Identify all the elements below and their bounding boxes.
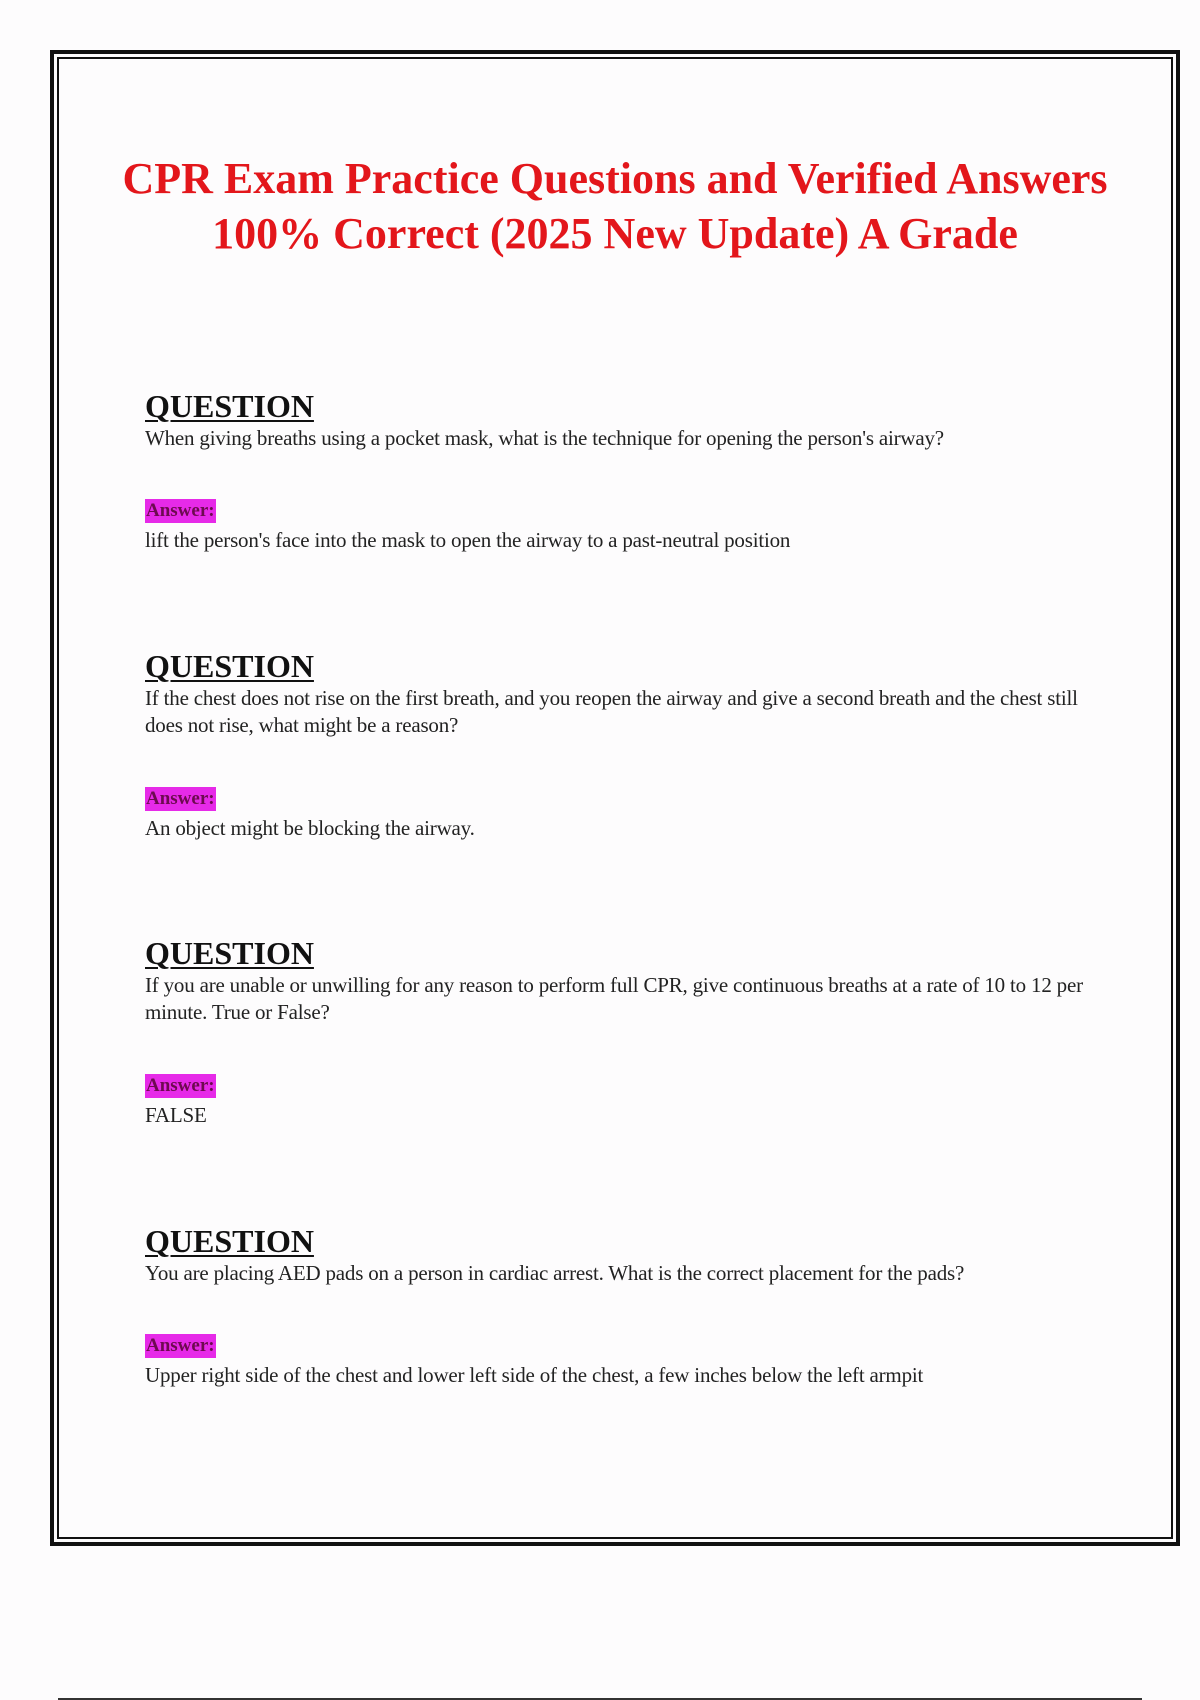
question-text: You are placing AED pads on a person in cardiac arrest. What is the correct placement for the pads? [145, 1261, 965, 1285]
answer-section [145, 1334, 1091, 1389]
answer-label: Answer: [146, 1335, 215, 1356]
qa-item [145, 388, 1091, 552]
answer-section [145, 1074, 1091, 1129]
answer-text: Upper right side of the chest and lower left side of the chest, a few inches below the left armpit [145, 1363, 924, 1387]
answer-label: Answer: [146, 500, 215, 521]
page-border-inner [57, 57, 1173, 1539]
answer-label: Answer: [146, 1075, 215, 1096]
qa-item [145, 648, 1091, 840]
document-title: CPR Exam Practice Questions and Verified Answers 100% Correct (2025 New Update) A Grade [122, 154, 1108, 258]
answer-text: An object might be blocking the airway. [145, 816, 475, 840]
answer-section [145, 787, 1091, 842]
answer-section [145, 499, 1091, 554]
qa-item [145, 935, 1091, 1127]
question-heading: QUESTION [145, 648, 314, 684]
answer-label: Answer: [146, 788, 215, 809]
question-heading: QUESTION [145, 388, 314, 424]
qa-item [145, 1223, 1091, 1387]
question-heading: QUESTION [145, 1223, 314, 1259]
answer-text: lift the person's face into the mask to open the airway to a past-neutral position [145, 528, 791, 552]
question-text: If you are unable or unwilling for any reason to perform full CPR, give continuous breaths at a rate of 10 to 12 per minute. True or False? [145, 973, 1083, 1024]
answer-text: FALSE [145, 1103, 207, 1127]
question-text: If the chest does not rise on the first breath, and you reopen the airway and give a second breath and the chest still does not rise, what might be a reason? [145, 686, 1078, 737]
question-text: When giving breaths using a pocket mask, what is the technique for opening the person's airway? [145, 426, 944, 450]
question-heading: QUESTION [145, 935, 314, 971]
page-border-outer [50, 50, 1180, 1546]
